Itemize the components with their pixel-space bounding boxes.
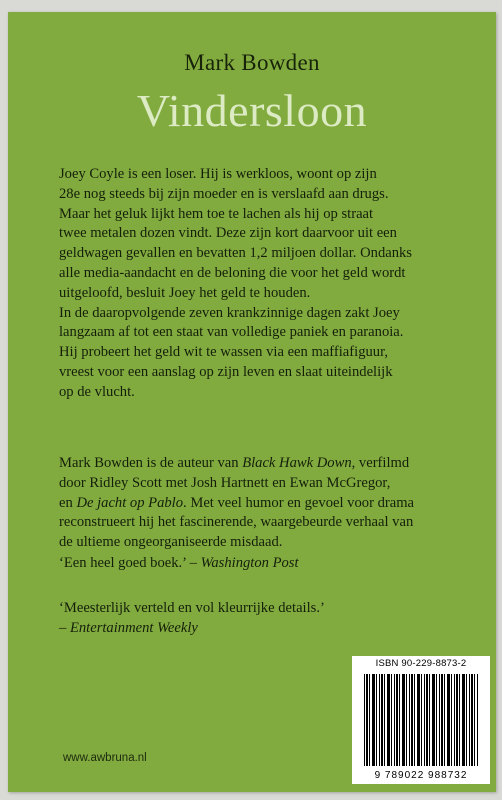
publisher-website: www.awbruna.nl [63,752,147,764]
bio-line: Mark Bowden is de auteur van Black Hawk Down, verfilmd [59,455,410,471]
review-quote: ‘Meesterlijk verteld en vol kleurrijke details.’ – Entertainment Weekly [59,600,325,636]
blurb-line: vreest voor een aanslag op zijn leven en slaat uiteindelijk [59,363,393,380]
isbn-label: ISBN 90-229-8873-2 [375,658,467,669]
blurb-line: geldwagen gevallen en bevatten 1,2 miljoen dollar. Ondanks [59,245,412,262]
quote-source: Entertainment Weekly [69,619,198,636]
barcode-icon [364,674,478,766]
barcode-number: 9 789022 988732 [374,770,468,781]
author-bio-paragraph [59,454,469,553]
blurb-line: Maar het geluk lijkt hem toe te lachen als hij op straat [59,205,374,222]
blurb-line: twee metalen dozen vindt. Deze zijn kort daarvoor uit een [59,225,397,242]
blurb-line: alle media-aandacht en de beloning die voor het geld wordt [59,264,406,281]
blurb-line: In de daaropvolgende zeven krankzinnige dagen zakt Joey [59,304,400,321]
blurb-line: langzaam af tot een staat van volledige paniek en paranoia. [59,324,404,341]
bio-line: en De jacht op Pablo. Met veel humor en gevoel voor drama [59,494,415,511]
blurb-line: 28e nog steeds bij zijn moeder en is verslaafd aan drugs. [59,185,389,202]
blurb-paragraph [59,165,469,403]
author-name: Mark Bowden [184,50,320,75]
bio-line: de ultieme ongeorganiseerde misdaad. [59,534,283,551]
quote-source: Washington Post [200,555,299,571]
book-reference: Black Hawk Down [242,455,352,471]
book-title: Vindersloon [136,85,368,136]
review-quote: ‘Een heel goed boek.’ – Washington Post [59,555,299,571]
barcode-box [352,656,490,784]
bio-line: reconstrueert hij het fascinerende, waargebeurde verhaal van [59,514,414,531]
blurb-line: Hij probeert het geld wit te wassen via een maffiafiguur, [59,344,389,361]
book-reference: De jacht op Pablo [76,494,184,511]
blurb-line: Joey Coyle is een loser. Hij is werkloos, woont op zijn [59,166,377,182]
blurb-line: op de vlucht. [59,383,135,400]
book-back-cover [8,12,496,792]
blurb-line: uitgeloofd, besluit Joey het geld te houden. [59,284,311,301]
bio-line: door Ridley Scott met Josh Hartnett en Ewan McGregor, [59,474,391,491]
